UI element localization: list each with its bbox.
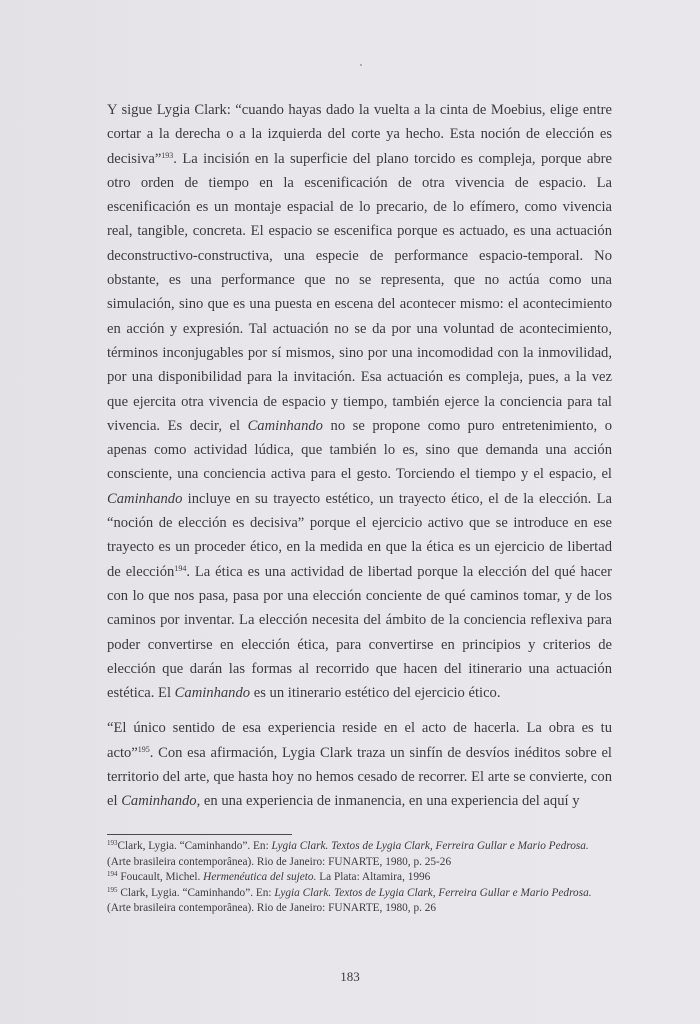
- footnote-194: $^{194}$ Foucault, Michel. Hermenéutica del sujeto. La Plata: Altamira, 1996: [107, 870, 431, 884]
- body-text: [107, 98, 612, 814]
- footnote-193: $^{193}$Clark, Lygia. “Caminhando”. En: Lygia Clark. Textos de Lygia Clark, Ferreira Gullar e Mario Pedrosa. (Arte brasileira contemporânea). Rio de Janeiro: FUNARTE, 1980, p. 25-26: [107, 839, 589, 868]
- footnote-divider: [107, 834, 292, 835]
- work-title: Caminhando: [107, 490, 183, 507]
- footnote-ref-195: 195: [137, 744, 150, 754]
- work-title: Caminhando: [121, 793, 197, 810]
- work-title: Caminhando: [247, 417, 323, 434]
- page-number: 183: [340, 969, 360, 984]
- footnotes: [107, 839, 612, 917]
- footnote-ref-193: 193: [161, 150, 174, 160]
- page-speck: [360, 64, 362, 66]
- footnote-195: $^{195}$ Clark, Lygia. “Caminhando”. En: Lygia Clark. Textos de Lygia Clark, Ferreira Gullar e Mario Pedrosa. (Arte brasileira contemporânea). Rio de Janeiro: FUNARTE, 1980, p. 26: [107, 885, 592, 915]
- paragraph-2: “El único sentido de esa experiencia reside en el acto de hacerla. La obra es tu acto”$^{195}$. Con esa afirmación, Lygia Clark traza un sinfín de desvíos inéditos sobre el territorio del arte, que hasta hoy no hemos cesado de recorrer. El arte se convierte, con el Caminhando, en una experiencia de inmanencia, en una experiencia del aquí y: [107, 720, 612, 810]
- footnote-ref-194: 194: [174, 563, 187, 573]
- paragraph-1: Y sigue Lygia Clark: “cuando hayas dado la vuelta a la cinta de Moebius, elige entre cortar a la derecha o a la izquierda del corte ya hecho. Esta noción de elección es decisiva”$^{193}$. La incisión en la superficie del plano torcido es compleja, porque abre otro orden de tiempo en la escenificación de otra vivencia de espacio. La escenificación es un montaje espacial de lo precario, de lo efímero, como vivencia real, tangible, concreta. El espacio se escenifica porque es actuado, es una actuación deconstructivo-constructiva, una especie de performance espacio-temporal. No obstante, es una performance que no se representa, que no actúa como una simulación, sino que es una puesta en escena del acontecer mismo: el acontecimiento en acción y expresión. Tal actuación no se da por una voluntad de acontecimiento, términos inconjugables por sí mismos, sino por una incomodidad con la inmovilidad, por una disponibilidad para la invitación. Esa actuación es compleja, pues, a la vez que ejercita otra vivencia de espacio y tiempo, también ejerce la conciencia para tal vivencia. Es decir, el Caminhando no se propone como puro entretenimiento, o apenas como actividad lúdica, que también lo es, sino que demanda una acción consciente, una conciencia activa para el gesto. Torciendo el tiempo y el espacio, el Caminhando incluye en su trayecto estético, un trayecto ético, el de la elección. La “noción de elección es decisiva” porque el ejercicio activo que se introduce en ese trayecto es un proceder ético, en la medida en que la ética es un ejercicio de libertad de elección$^{194}$. La ética es una actividad de libertad porque la elección del qué hacer con lo que nos pasa, pasa por una elección conciente de qué caminos tomar, y de los caminos por inventar. La elección necesita del ámbito de la conciencia reflexiva para poder convertirse en elección ética, para convertirse en principios y criterios de elección que darán las formas al recorrido que hacen del itinerario una actuación estética. El Caminhando es un itinerario estético del ejercicio ético.: [107, 102, 612, 702]
- work-title: Caminhando: [174, 685, 251, 702]
